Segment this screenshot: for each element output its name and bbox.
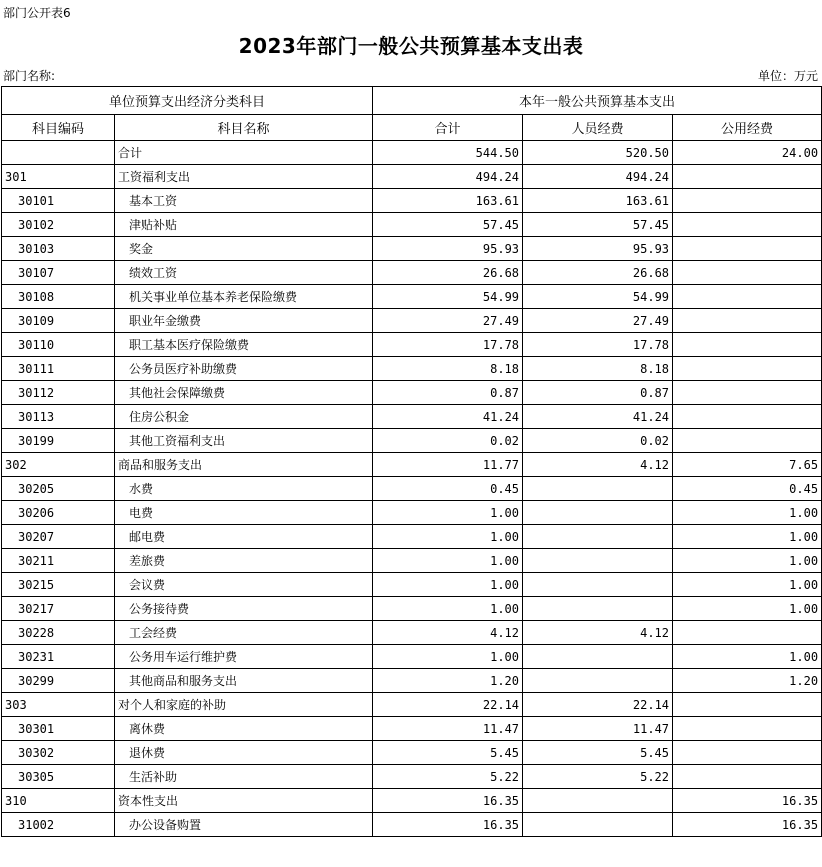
cell-total: 57.45 bbox=[373, 213, 523, 237]
cell-public: 1.00 bbox=[673, 549, 822, 573]
cell-public bbox=[673, 285, 822, 309]
table-row bbox=[2, 789, 822, 813]
cell-total: 26.68 bbox=[373, 261, 523, 285]
table-row bbox=[2, 741, 822, 765]
cell-name: 奖金 bbox=[115, 237, 373, 261]
cell-name: 合计 bbox=[115, 141, 373, 165]
page-title: 2023年部门一般公共预算基本支出表 bbox=[238, 34, 584, 58]
cell-name: 绩效工资 bbox=[115, 261, 373, 285]
table-row bbox=[2, 357, 822, 381]
cell-name: 津贴补贴 bbox=[115, 213, 373, 237]
cell-total: 11.77 bbox=[373, 453, 523, 477]
table-row bbox=[2, 573, 822, 597]
table-row bbox=[2, 405, 822, 429]
cell-name: 生活补助 bbox=[115, 765, 373, 789]
cell-name: 公务员医疗补助缴费 bbox=[115, 357, 373, 381]
cell-public bbox=[673, 621, 822, 645]
cell-total: 27.49 bbox=[373, 309, 523, 333]
header-row-columns bbox=[2, 115, 822, 141]
cell-public: 0.45 bbox=[673, 477, 822, 501]
cell-personnel: 27.49 bbox=[523, 309, 673, 333]
cell-total: 8.18 bbox=[373, 357, 523, 381]
cell-personnel: 26.68 bbox=[523, 261, 673, 285]
cell-personnel: 11.47 bbox=[523, 717, 673, 741]
cell-public bbox=[673, 693, 822, 717]
cell-public bbox=[673, 333, 822, 357]
cell-code: 30112 bbox=[2, 381, 115, 405]
table-row bbox=[2, 213, 822, 237]
cell-code: 30107 bbox=[2, 261, 115, 285]
cell-personnel: 54.99 bbox=[523, 285, 673, 309]
cell-code bbox=[2, 141, 115, 165]
cell-code: 30302 bbox=[2, 741, 115, 765]
cell-name: 电费 bbox=[115, 501, 373, 525]
cell-total: 54.99 bbox=[373, 285, 523, 309]
header-code: 科目编码 bbox=[2, 115, 115, 141]
cell-personnel: 0.87 bbox=[523, 381, 673, 405]
cell-name: 水费 bbox=[115, 477, 373, 501]
cell-personnel bbox=[523, 597, 673, 621]
cell-public: 1.20 bbox=[673, 669, 822, 693]
cell-total: 0.45 bbox=[373, 477, 523, 501]
cell-personnel bbox=[523, 813, 673, 837]
cell-name: 基本工资 bbox=[115, 189, 373, 213]
cell-personnel bbox=[523, 549, 673, 573]
cell-name: 对个人和家庭的补助 bbox=[115, 693, 373, 717]
cell-personnel bbox=[523, 501, 673, 525]
table-row bbox=[2, 333, 822, 357]
cell-personnel: 95.93 bbox=[523, 237, 673, 261]
cell-total: 163.61 bbox=[373, 189, 523, 213]
cell-public bbox=[673, 189, 822, 213]
cell-code: 30110 bbox=[2, 333, 115, 357]
table-row bbox=[2, 549, 822, 573]
form-number: 部门公开表6 bbox=[3, 6, 71, 20]
cell-name: 机关事业单位基本养老保险缴费 bbox=[115, 285, 373, 309]
cell-personnel bbox=[523, 477, 673, 501]
cell-public: 1.00 bbox=[673, 525, 822, 549]
cell-total: 0.02 bbox=[373, 429, 523, 453]
cell-total: 544.50 bbox=[373, 141, 523, 165]
cell-code: 30113 bbox=[2, 405, 115, 429]
cell-code: 30101 bbox=[2, 189, 115, 213]
table-row bbox=[2, 165, 822, 189]
table-row bbox=[2, 141, 822, 165]
table-row bbox=[2, 261, 822, 285]
cell-public bbox=[673, 261, 822, 285]
cell-name: 退休费 bbox=[115, 741, 373, 765]
header-public: 公用经费 bbox=[673, 115, 822, 141]
cell-code: 30299 bbox=[2, 669, 115, 693]
cell-public bbox=[673, 309, 822, 333]
cell-total: 16.35 bbox=[373, 813, 523, 837]
cell-personnel: 41.24 bbox=[523, 405, 673, 429]
cell-name: 职工基本医疗保险缴费 bbox=[115, 333, 373, 357]
cell-personnel: 8.18 bbox=[523, 357, 673, 381]
budget-table bbox=[1, 86, 822, 837]
cell-personnel: 494.24 bbox=[523, 165, 673, 189]
cell-public: 24.00 bbox=[673, 141, 822, 165]
cell-personnel: 22.14 bbox=[523, 693, 673, 717]
cell-personnel: 5.22 bbox=[523, 765, 673, 789]
cell-code: 30301 bbox=[2, 717, 115, 741]
cell-total: 1.00 bbox=[373, 573, 523, 597]
table-row bbox=[2, 813, 822, 837]
cell-total: 1.00 bbox=[373, 597, 523, 621]
header-total: 合计 bbox=[373, 115, 523, 141]
cell-name: 邮电费 bbox=[115, 525, 373, 549]
cell-public bbox=[673, 357, 822, 381]
table-row bbox=[2, 285, 822, 309]
table-row bbox=[2, 645, 822, 669]
cell-personnel bbox=[523, 669, 673, 693]
table-row bbox=[2, 669, 822, 693]
cell-public: 1.00 bbox=[673, 501, 822, 525]
table-row bbox=[2, 765, 822, 789]
cell-code: 30205 bbox=[2, 477, 115, 501]
cell-code: 303 bbox=[2, 693, 115, 717]
table-row bbox=[2, 429, 822, 453]
cell-name: 会议费 bbox=[115, 573, 373, 597]
cell-public bbox=[673, 381, 822, 405]
cell-total: 11.47 bbox=[373, 717, 523, 741]
table-row bbox=[2, 453, 822, 477]
cell-total: 95.93 bbox=[373, 237, 523, 261]
cell-total: 494.24 bbox=[373, 165, 523, 189]
cell-name: 办公设备购置 bbox=[115, 813, 373, 837]
cell-public bbox=[673, 237, 822, 261]
cell-public bbox=[673, 765, 822, 789]
cell-code: 31002 bbox=[2, 813, 115, 837]
cell-name: 工会经费 bbox=[115, 621, 373, 645]
table-row bbox=[2, 621, 822, 645]
cell-total: 22.14 bbox=[373, 693, 523, 717]
cell-personnel bbox=[523, 525, 673, 549]
cell-name: 其他商品和服务支出 bbox=[115, 669, 373, 693]
cell-code: 302 bbox=[2, 453, 115, 477]
cell-public bbox=[673, 213, 822, 237]
table-row bbox=[2, 309, 822, 333]
cell-public: 16.35 bbox=[673, 813, 822, 837]
cell-personnel: 520.50 bbox=[523, 141, 673, 165]
cell-total: 1.00 bbox=[373, 501, 523, 525]
cell-public: 16.35 bbox=[673, 789, 822, 813]
cell-name: 公务用车运行维护费 bbox=[115, 645, 373, 669]
cell-code: 310 bbox=[2, 789, 115, 813]
cell-code: 30103 bbox=[2, 237, 115, 261]
cell-personnel: 57.45 bbox=[523, 213, 673, 237]
table-row bbox=[2, 477, 822, 501]
cell-name: 公务接待费 bbox=[115, 597, 373, 621]
cell-name: 差旅费 bbox=[115, 549, 373, 573]
cell-code: 30215 bbox=[2, 573, 115, 597]
cell-total: 4.12 bbox=[373, 621, 523, 645]
cell-personnel bbox=[523, 645, 673, 669]
cell-public bbox=[673, 741, 822, 765]
table-row bbox=[2, 501, 822, 525]
cell-total: 1.20 bbox=[373, 669, 523, 693]
cell-code: 30228 bbox=[2, 621, 115, 645]
cell-personnel: 163.61 bbox=[523, 189, 673, 213]
cell-personnel: 4.12 bbox=[523, 453, 673, 477]
cell-total: 0.87 bbox=[373, 381, 523, 405]
cell-total: 1.00 bbox=[373, 525, 523, 549]
header-personnel: 人员经费 bbox=[523, 115, 673, 141]
cell-total: 5.45 bbox=[373, 741, 523, 765]
cell-total: 1.00 bbox=[373, 645, 523, 669]
cell-name: 资本性支出 bbox=[115, 789, 373, 813]
cell-name: 工资福利支出 bbox=[115, 165, 373, 189]
header-group-classification: 单位预算支出经济分类科目 bbox=[2, 87, 373, 115]
cell-public bbox=[673, 429, 822, 453]
cell-total: 5.22 bbox=[373, 765, 523, 789]
table-body bbox=[2, 141, 822, 837]
cell-total: 41.24 bbox=[373, 405, 523, 429]
cell-code: 30109 bbox=[2, 309, 115, 333]
cell-name: 其他工资福利支出 bbox=[115, 429, 373, 453]
cell-total: 17.78 bbox=[373, 333, 523, 357]
cell-personnel: 5.45 bbox=[523, 741, 673, 765]
cell-public bbox=[673, 717, 822, 741]
cell-name: 离休费 bbox=[115, 717, 373, 741]
cell-personnel bbox=[523, 789, 673, 813]
cell-code: 30102 bbox=[2, 213, 115, 237]
cell-name: 商品和服务支出 bbox=[115, 453, 373, 477]
cell-public: 1.00 bbox=[673, 645, 822, 669]
cell-public bbox=[673, 405, 822, 429]
table-row bbox=[2, 237, 822, 261]
cell-code: 30217 bbox=[2, 597, 115, 621]
table-row bbox=[2, 525, 822, 549]
cell-total: 1.00 bbox=[373, 549, 523, 573]
cell-code: 30108 bbox=[2, 285, 115, 309]
cell-name: 其他社会保障缴费 bbox=[115, 381, 373, 405]
table-row bbox=[2, 597, 822, 621]
cell-name: 职业年金缴费 bbox=[115, 309, 373, 333]
header-name: 科目名称 bbox=[115, 115, 373, 141]
cell-personnel: 4.12 bbox=[523, 621, 673, 645]
table-row bbox=[2, 189, 822, 213]
table-row bbox=[2, 693, 822, 717]
cell-code: 30111 bbox=[2, 357, 115, 381]
unit-label: 单位：万元 bbox=[757, 69, 818, 83]
header-group-basic-expenditure: 本年一般公共预算基本支出 bbox=[373, 87, 822, 115]
cell-personnel bbox=[523, 573, 673, 597]
table-row bbox=[2, 381, 822, 405]
cell-code: 30231 bbox=[2, 645, 115, 669]
cell-personnel: 0.02 bbox=[523, 429, 673, 453]
cell-code: 30206 bbox=[2, 501, 115, 525]
cell-public bbox=[673, 165, 822, 189]
cell-code: 30199 bbox=[2, 429, 115, 453]
cell-code: 30207 bbox=[2, 525, 115, 549]
department-label: 部门名称: bbox=[3, 69, 56, 83]
cell-code: 30305 bbox=[2, 765, 115, 789]
table-row bbox=[2, 717, 822, 741]
cell-public: 1.00 bbox=[673, 573, 822, 597]
cell-total: 16.35 bbox=[373, 789, 523, 813]
cell-code: 301 bbox=[2, 165, 115, 189]
cell-public: 1.00 bbox=[673, 597, 822, 621]
cell-code: 30211 bbox=[2, 549, 115, 573]
header-row-group bbox=[2, 87, 822, 115]
cell-public: 7.65 bbox=[673, 453, 822, 477]
cell-name: 住房公积金 bbox=[115, 405, 373, 429]
cell-personnel: 17.78 bbox=[523, 333, 673, 357]
